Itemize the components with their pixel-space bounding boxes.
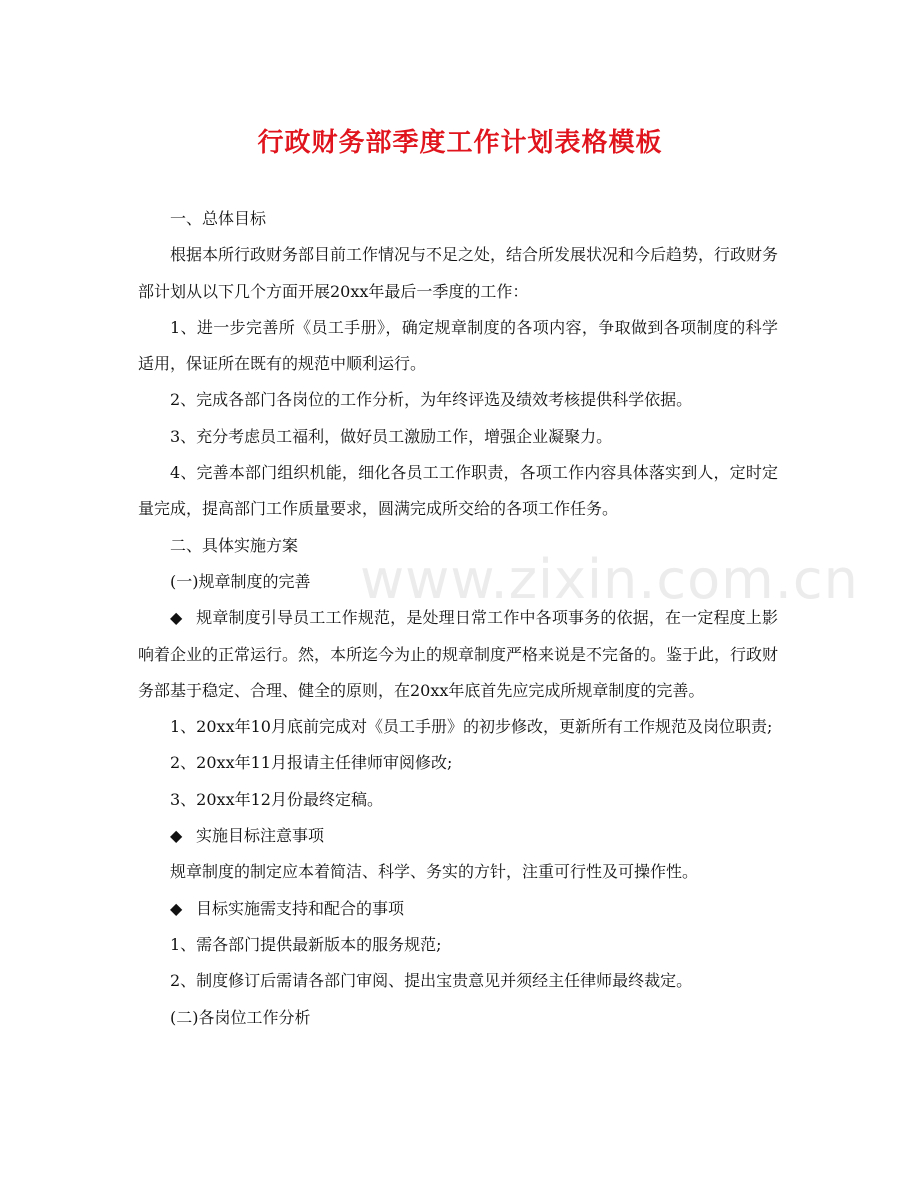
list-item: 1、进一步完善所《员工手册》，确定规章制度的各项内容，争取做到各项制度的科学适用，保证所在既有的规范中顺利运行。 <box>138 317 778 374</box>
section-heading: 二、具体实施方案 <box>170 535 299 555</box>
diamond-bullet-icon: ◆ <box>170 608 183 628</box>
list-item: 1、需各部门提供最新版本的服务规范; <box>170 934 442 954</box>
list-item: 2、20xx年11月报请主任律师审阅修改; <box>170 753 453 773</box>
list-item: 2、制度修订后需请各部门审阅、提出宝贵意见并须经主任律师最终裁定。 <box>170 971 693 991</box>
bullet-heading <box>138 891 778 927</box>
list-item: 2、完成各部门各岗位的工作分析，为年终评选及绩效考核提供科学依据。 <box>170 390 693 410</box>
list-item: 3、充分考虑员工福利，做好员工激励工作，增强企业凝聚力。 <box>170 426 613 446</box>
list-item: 3、20xx年12月份最终定稿。 <box>170 789 383 809</box>
bullet-heading <box>138 818 778 854</box>
list-item: 1、20xx年10月底前完成对《员工手册》的初步修改，更新所有工作规范及岗位职责; <box>170 717 773 737</box>
document-body <box>138 201 778 1036</box>
list-item: 4、完善本部门组织机能，细化各员工工作职责，各项工作内容具体落实到人，定时定量完成，提高部门工作质量要求，圆满完成所交给的各项工作任务。 <box>138 463 778 519</box>
bullet-paragraph <box>138 600 778 709</box>
paragraph: 规章制度的制定应本着简洁、科学、务实的方针，注重可行性及可操作性。 <box>170 862 699 882</box>
section-heading: 一、总体目标 <box>170 209 267 228</box>
heading-text: 实施目标注意事项 <box>196 826 325 846</box>
heading-text: 目标实施需支持和配合的事项 <box>196 898 405 918</box>
document-title: 行政财务部季度工作计划表格模板 <box>257 128 663 158</box>
watermark: www.zixin.com.cn <box>360 548 859 611</box>
diamond-bullet-icon: ◆ <box>170 826 183 846</box>
subsection-heading: (一)规章制度的完善 <box>170 571 311 591</box>
paragraph: 根据本所行政财务部目前工作情况与不足之处，结合所发展状况和今后趋势，行政财务部计划从以下几个方面开展20xx年最后一季度的工作： <box>138 245 779 301</box>
subsection-heading: (二)各岗位工作分析 <box>170 1007 311 1027</box>
diamond-bullet-icon: ◆ <box>170 898 183 918</box>
paragraph-text: 规章制度引导员工工作规范，是处理日常工作中各项事务的依据，在一定程度上影响着企业的正常运行。然，本所迄今为止的规章制度严格来说是不完备的。鉴于此，行政财务部基于稳定、合理、健全的原则，在20xx年底首先应完成所规章制度的完善。 <box>138 608 779 700</box>
